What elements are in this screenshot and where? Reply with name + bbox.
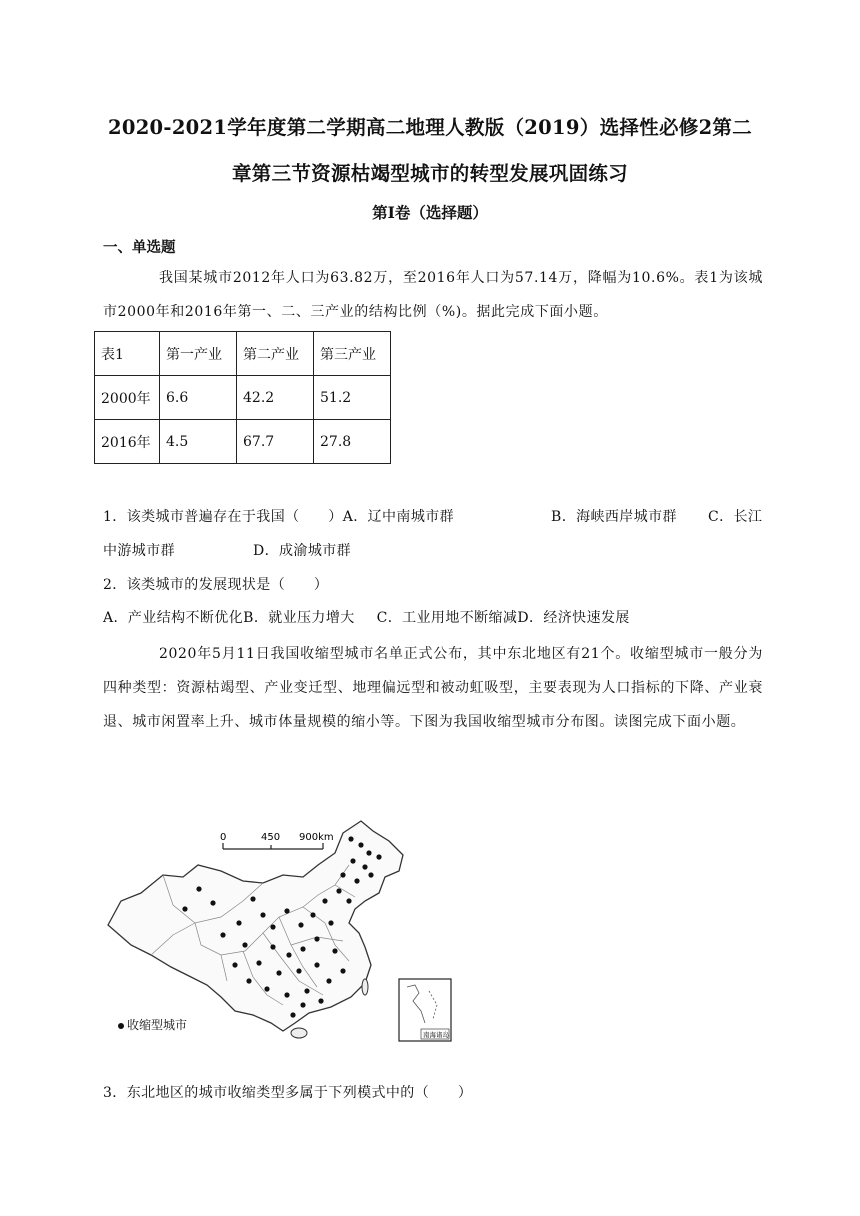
city-dot: [332, 948, 337, 953]
table-cell: 2000年: [95, 376, 160, 420]
city-dot: [260, 912, 265, 917]
table-cell: 2016年: [95, 420, 160, 464]
table-cell: 27.8: [314, 420, 391, 464]
question-2-option-b: B．就业压力增大: [243, 610, 355, 626]
city-dot: [182, 906, 187, 911]
table-cell: 第三产业: [314, 332, 391, 376]
city-dot: [318, 998, 323, 1003]
city-dot: [270, 944, 275, 949]
city-dot: [236, 920, 241, 925]
city-dot: [354, 878, 359, 883]
question-3-stem: 3．东北地区的城市收缩类型多属于下列模式中的（ ）: [103, 1085, 473, 1101]
map-legend: [118, 1016, 187, 1033]
city-dot: [376, 854, 381, 859]
city-dot: [314, 936, 319, 941]
map-legend-label: 收缩型城市: [127, 1018, 188, 1032]
question-1-option-b: B．海峡西岸城市群: [551, 509, 677, 525]
table-cell: 42.2: [237, 376, 314, 420]
table-cell: 4.5: [160, 420, 237, 464]
hainan-island: [291, 1028, 307, 1038]
south-china-sea-inset: [399, 979, 451, 1041]
city-dot: [242, 942, 247, 947]
question-1-option-c-continued: 中游城市群: [103, 543, 175, 559]
document-title-line-2: 章第三节资源枯竭型城市的转型发展巩固练习: [231, 162, 628, 185]
question-2-option-a: A．产业结构不断优化: [103, 610, 244, 626]
city-dot: [340, 968, 345, 973]
table-row: [95, 420, 391, 464]
taiwan-island: [362, 979, 368, 995]
city-dot: [250, 896, 255, 901]
city-dot: [350, 858, 355, 863]
table-cell: 6.6: [160, 376, 237, 420]
city-dot: [366, 850, 371, 855]
city-dot: [232, 962, 237, 967]
city-dot: [310, 912, 315, 917]
city-dot: [210, 900, 215, 905]
question-1-stem: 1．该类城市普遍存在于我国（ ）: [103, 509, 343, 525]
city-dot: [322, 898, 327, 903]
city-dot: [304, 988, 309, 993]
question-1-option-a: A．辽中南城市群: [342, 509, 455, 525]
passage-2: 2020年5月11日我国收缩型城市名单正式公布，其中东北地区有21个。收缩型城市一般分为四种类型：资源枯竭型、产业变迁型、地理偏远型和被动虹吸型，主要表现为人口指标的下降、产业衰退、城市闲置率上升、城市体量规模的缩小等。下图为我国收缩型城市分布图。读图完成下面小题。: [103, 646, 763, 730]
city-dot: [300, 946, 305, 951]
city-dot: [358, 842, 363, 847]
city-dot: [348, 836, 353, 841]
city-dot: [362, 864, 367, 869]
question-1-option-d: D．成渝城市群: [253, 543, 352, 559]
shrinking-city-dot-icon: [118, 1023, 124, 1029]
city-dot: [340, 872, 345, 877]
city-dot: [196, 886, 201, 891]
industry-structure-table: [94, 331, 391, 464]
city-dot: [286, 952, 291, 957]
city-dot: [270, 924, 275, 929]
table-cell: 第二产业: [237, 332, 314, 376]
table-cell: 67.7: [237, 420, 314, 464]
section-heading: 一、单选题: [103, 239, 176, 256]
city-dot: [300, 1002, 305, 1007]
city-dot: [276, 970, 281, 975]
table-header-row: [95, 332, 391, 376]
question-1-option-c: C．长江: [708, 509, 763, 525]
shrinking-cities-map: [103, 805, 465, 1045]
city-dot: [298, 922, 303, 927]
map-scale-bar: [220, 832, 334, 849]
question-1-line-1: [103, 506, 454, 526]
scale-label-0: 0: [220, 832, 227, 843]
table-cell: 表1: [95, 332, 160, 376]
question-2-option-d: D．经济快速发展: [517, 610, 630, 626]
city-dot: [264, 986, 269, 991]
city-dot: [336, 888, 341, 893]
question-2-stem: 2．该类城市的发展现状是（ ）: [103, 577, 329, 593]
city-dot: [314, 962, 319, 967]
city-dot: [328, 920, 333, 925]
inset-label: 南海诸岛: [423, 1031, 449, 1039]
document-title-line-1: 2020-2021学年度第二学期高二地理人教版（2019）选择性必修2第二: [107, 116, 753, 139]
question-2-option-c: C．工业用地不断缩减: [376, 610, 518, 626]
city-dot: [220, 932, 225, 937]
table-cell: 第一产业: [160, 332, 237, 376]
city-dot: [296, 968, 301, 973]
city-dot: [284, 908, 289, 913]
passage-1: 我国某城市2012年人口为63.82万，至2016年人口为57.14万，降幅为10.6%。表1为该城市2000年和2016年第一、二、三产业的结构比例（%)。据此完成下面小题。: [103, 270, 763, 320]
city-dot: [368, 872, 373, 877]
volume-subtitle: 第I卷（选择题）: [372, 203, 488, 222]
city-dot: [326, 978, 331, 983]
city-dot: [284, 992, 289, 997]
china-outline: [108, 821, 403, 1031]
city-dot: [256, 960, 261, 965]
scale-label-900km: 900km: [299, 832, 334, 843]
city-dot: [346, 898, 351, 903]
city-dot: [246, 978, 251, 983]
city-dot: [290, 1012, 295, 1017]
scale-label-450: 450: [261, 832, 281, 843]
table-row: [95, 376, 391, 420]
table-cell: 51.2: [314, 376, 391, 420]
question-2-options: [103, 607, 630, 627]
